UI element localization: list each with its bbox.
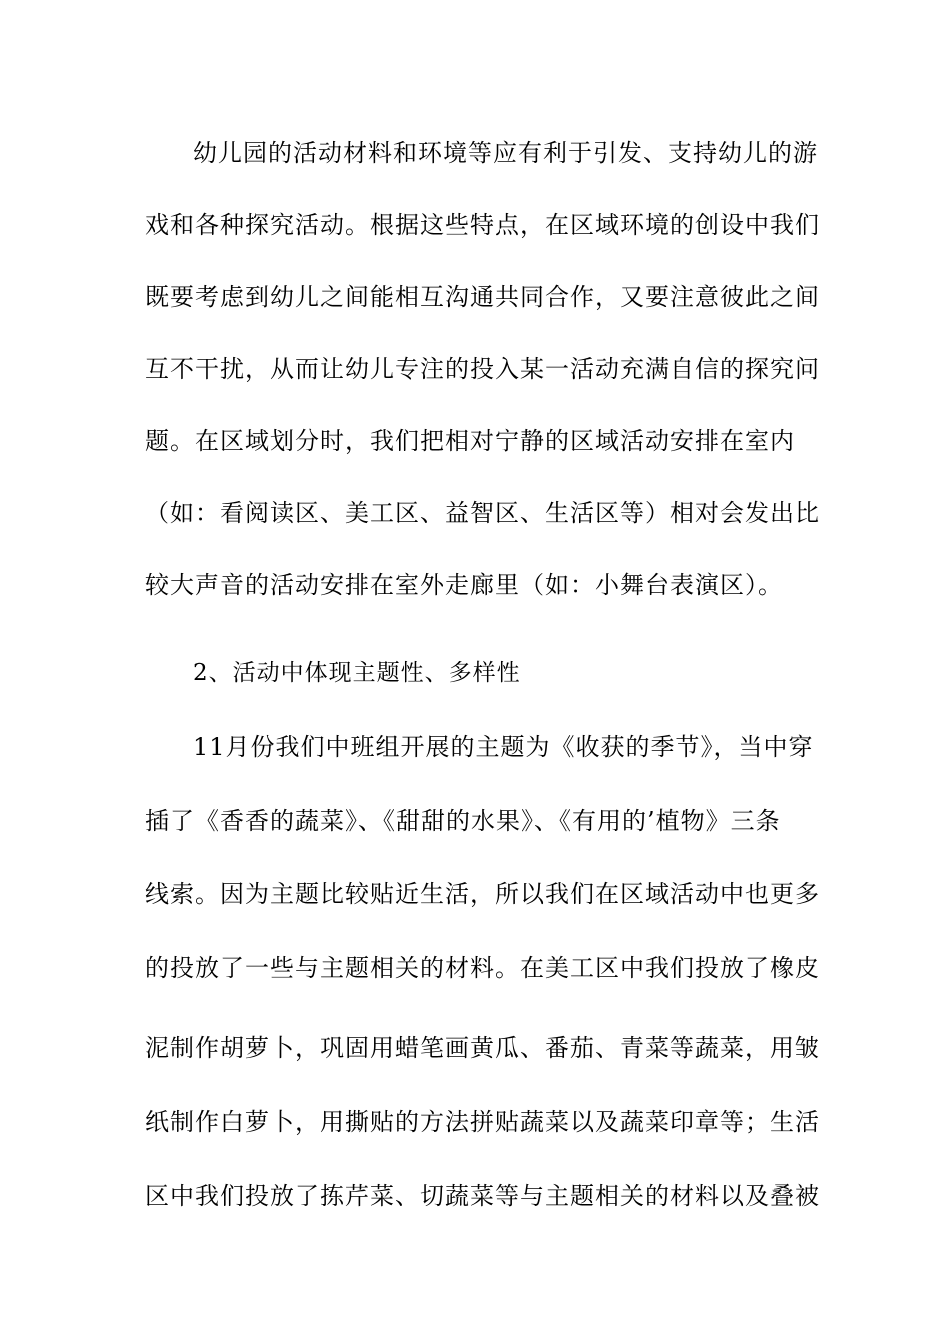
paragraph-line: 区中我们投放了拣芹菜、切蔬菜等与主题相关的材料以及叠被: [145, 1182, 820, 1210]
paragraph-line: 既要考虑到幼儿之间能相互沟通共同合作，又要注意彼此之间: [145, 283, 820, 311]
paragraph-line: 较大声音的活动安排在室外走廊里（如：小舞台表演区）。: [145, 571, 783, 599]
paragraph-line: 戏和各种探究活动。根据这些特点，在区域环境的创设中我们: [145, 211, 820, 239]
section-heading: 2、活动中体现主题性、多样性: [193, 660, 521, 686]
paragraph-line: 的投放了一些与主题相关的材料。在美工区中我们投放了橡皮: [145, 954, 820, 982]
paragraph-line: 插了《香香的蔬菜》、《甜甜的水果》、《有用的’植物》三条: [145, 807, 781, 835]
paragraph-line: 线索。因为主题比较贴近生活，所以我们在区域活动中也更多: [145, 880, 820, 908]
paragraph-line: 题。在区域划分时，我们把相对宁静的区域活动安排在室内: [145, 427, 795, 455]
paragraph-line: 幼儿园的活动材料和环境等应有利于引发、支持幼儿的游: [193, 139, 818, 167]
paragraph-line: （如：看阅读区、美工区、益智区、生活区等）相对会发出比: [145, 499, 820, 527]
paragraph-line: 纸制作白萝卜，用撕贴的方法拼贴蔬菜以及蔬菜印章等；生活: [145, 1108, 820, 1136]
paragraph-line: 泥制作胡萝卜，巩固用蜡笔画黄瓜、番茄、青菜等蔬菜，用皱: [145, 1034, 820, 1062]
paragraph-line: 互不干扰，从而让幼儿专注的投入某一活动充满自信的探究问: [145, 355, 820, 383]
paragraph-line: 11月份我们中班组开展的主题为《收获的季节》，当中穿: [193, 733, 814, 761]
